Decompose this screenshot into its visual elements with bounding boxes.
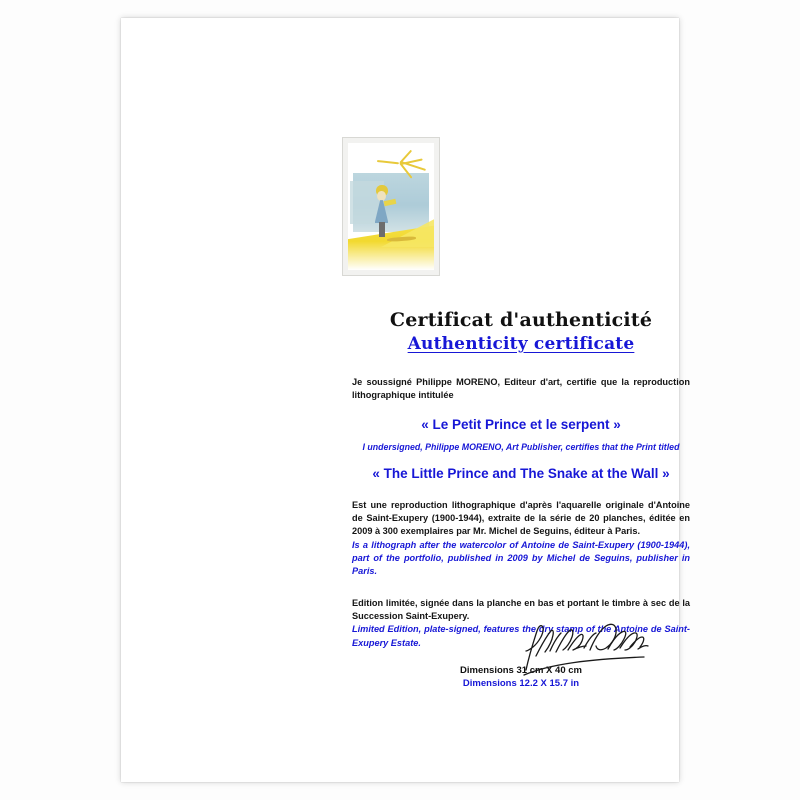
work-title-en: « The Little Prince and The Snake at the Wall »	[372, 465, 670, 481]
dimensions-in: Dimensions 12.2 X 15.7 in	[462, 678, 580, 690]
certificate-sheet	[121, 18, 690, 782]
dimensions-cm: Dimensions 31 cm X 40 cm	[460, 665, 582, 677]
artwork-frame[interactable]	[342, 137, 440, 276]
body-paragraph-fr: Est une reproduction lithographique d'après l'aquarelle originale d'Antoine de Saint-Exupery (1900-1944), extraite de la série de 20 planches, éditée en 2009 à 300 exemplaires par Mr. Michel de Seguins, éditeur à Paris.	[352, 499, 690, 537]
intro-paragraph-en: I undersigned, Philippe MORENO, Art Publisher, certifies that the Print titled	[362, 441, 680, 452]
sun-ray-icon	[377, 160, 399, 164]
artwork-image	[348, 143, 434, 270]
body-paragraph-en: Is a lithograph after the watercolor of Antoine de Saint-Exupery (1900-1944), part of the portfolio, published in 2009 by Michel de Seguins, publisher in Paris.	[352, 539, 690, 577]
little-prince-legs	[379, 222, 385, 237]
edition-paragraph-fr: Edition limitée, signée dans la planche en bas et portant le timbre à sec de la Succession Saint-Exupery.	[352, 597, 690, 622]
page-title-fr: Certificat d'authenticité	[389, 309, 653, 331]
page-title-en: Authenticity certificate	[407, 334, 635, 354]
signature	[520, 618, 650, 683]
edition-paragraph-en: Limited Edition, plate-signed, features the dry stamp of the Antoine de Saint-Exupery Estate.	[352, 624, 690, 648]
work-title-fr: « Le Petit Prince et le serpent »	[421, 416, 621, 432]
intro-paragraph-fr: Je soussigné Philippe MORENO, Editeur d'art, certifie que la reproduction lithographique intitulée	[352, 377, 690, 401]
